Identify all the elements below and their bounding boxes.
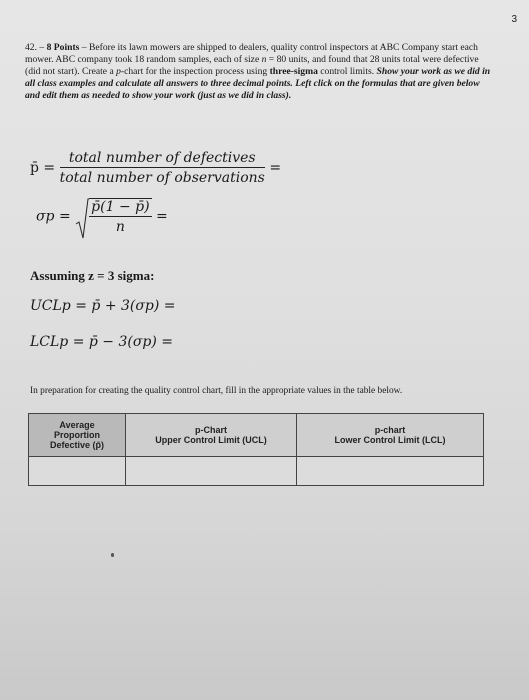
header-text: p-Chart [195, 425, 227, 435]
problem-number: 42. – [25, 42, 45, 53]
pbar-equals: = [269, 160, 282, 176]
header-lcl [297, 414, 484, 457]
pbar-lhs: p̄ = [30, 160, 56, 176]
instructions-text: Show your work as we did in all class examples and calculate all answers to three decimal points. Left click on the formulas that are given below and edit them as needed to show your work (just as we did in class). [25, 66, 491, 101]
table-header-row [29, 414, 484, 457]
problem-text-3: -chart for the inspection process using [120, 66, 270, 77]
ucl-answer-cell[interactable] [126, 457, 297, 486]
header-text: p-chart [374, 425, 406, 435]
sigma-lhs: σp = [36, 208, 71, 225]
page-number: 3 [511, 14, 517, 25]
header-text: Upper Control Limit (UCL) [155, 435, 267, 445]
problem-text-4: control limits. [317, 66, 377, 77]
header-ucl [126, 414, 297, 457]
header-text: Lower Control Limit (LCL) [334, 435, 446, 445]
sigma-fraction [89, 198, 151, 235]
problem-text-1: – Before its lawn mowers are shipped to dealers, quality control inspectors at ABC Company start each mower. ABC company took 18 random samples, each of size [25, 42, 478, 65]
sigma-numerator: p̄(1 − p̄) [91, 199, 150, 215]
table-row [29, 457, 484, 486]
sigma-formula[interactable] [36, 198, 168, 235]
control-limits-table [28, 413, 484, 486]
header-text: Proportion [54, 430, 100, 440]
sqrt-group [75, 198, 151, 235]
pbar-answer-cell[interactable] [29, 457, 126, 486]
problem-points: 8 Points [46, 42, 80, 53]
pbar-numerator: total number of defectives [60, 150, 265, 168]
assumption-text: Assuming z = 3 sigma: [30, 268, 155, 283]
header-text: Defective (p̄) [49, 440, 104, 450]
sqrt-icon [75, 198, 89, 240]
sigma-denominator: n [115, 219, 125, 235]
header-text: Average [59, 420, 95, 430]
lcl-answer-cell[interactable] [297, 457, 484, 486]
pbar-formula[interactable] [30, 150, 281, 186]
paper-speck [111, 553, 114, 557]
pbar-denominator: total number of observations [59, 170, 265, 186]
problem-text-2: units, and found that 28 units total were defective (did not start). Create a [25, 54, 479, 77]
lcl-formula[interactable]: LCLp = p̄ − 3(σp) = [30, 334, 174, 350]
sigma-equals: = [156, 208, 168, 225]
pbar-fraction [60, 150, 265, 186]
problem-statement [25, 42, 495, 102]
three-sigma-text: three-sigma [269, 66, 318, 77]
sample-size-value: = 80 [266, 54, 287, 65]
header-average-proportion [29, 414, 126, 457]
pchart-var: p [116, 66, 121, 77]
preparation-text: In preparation for creating the quality control chart, fill in the appropriate values in the table below. [30, 386, 403, 396]
ucl-formula[interactable]: UCLp = p̄ + 3(σp) = [30, 298, 176, 314]
sample-size-var: n [261, 54, 267, 65]
